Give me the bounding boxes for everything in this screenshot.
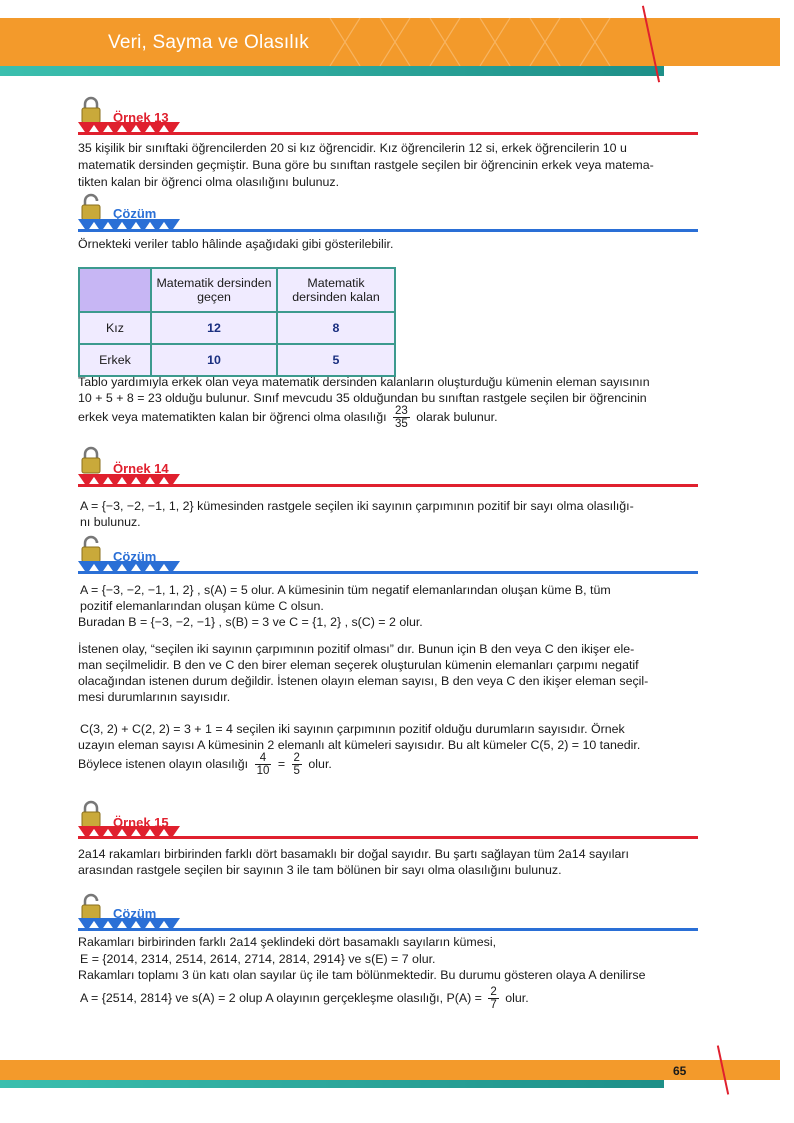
- fraction-denominator: 5: [293, 765, 300, 777]
- example-15-sol-4: [80, 986, 529, 1011]
- text: Böylece istenen olayın olasılığı: [78, 756, 249, 771]
- page-number: 65: [673, 1064, 687, 1078]
- example-13-intro: Örnekteki veriler tablo hâlinde aşağıdaki gibi gösterilebilir.: [78, 237, 394, 251]
- example-14-label: Örnek 14: [113, 461, 169, 476]
- data-table: [78, 267, 396, 377]
- example-15-problem-2: arasından rastgele seçilen bir sayının 3 ile tam bölünen bir sayı olma olasılığını bulunuz.: [78, 863, 562, 877]
- example-14-sol1-3: Buradan B = {−3, −2, −1} , s(B) = 3 ve C = {1, 2} , s(C) = 2 olur.: [78, 615, 423, 629]
- fraction-numerator: 23: [395, 405, 408, 417]
- fraction: [393, 405, 410, 430]
- table-row-label: Kız: [79, 312, 151, 344]
- unlock-icon: [80, 535, 102, 563]
- example-13-after-2: 10 + 5 + 8 = 23 olduğu bulunur. Sınıf mevcudu 35 olduğundan bu sınıftan rastgele seçilen bir öğrencinin: [78, 391, 647, 405]
- example-13-after-1: Tablo yardımıyla erkek olan veya matematik dersinden kalanların oluşturduğu kümenin eleman sayısının: [78, 375, 650, 389]
- table-corner: [79, 268, 151, 312]
- fraction-denominator: 7: [490, 999, 497, 1011]
- table-header-failed: Matematik dersinden kalan: [277, 268, 395, 312]
- fraction-numerator: 4: [255, 752, 272, 765]
- fraction-denominator: 10: [256, 765, 270, 777]
- unlock-icon: [80, 893, 102, 921]
- example-13-problem-1: 35 kişilik bir sınıftaki öğrencilerden 20 si kız öğrencidir. Kız öğrencilerin 12 si, erkek öğrencilerin 10 u: [78, 141, 627, 155]
- fraction-denominator: 35: [395, 418, 408, 430]
- page-header-title: Veri, Sayma ve Olasılık: [108, 32, 310, 53]
- example-15-sol-1: Rakamları birbirinden farklı 2a14 şeklindeki dört basamaklı sayıların kümesi,: [78, 935, 497, 949]
- example-13-bar: [78, 122, 698, 138]
- example-13-problem-2: matematik dersinden geçmiştir. Buna göre bu sınıftan rastgele seçilen bir öğrencinin erkek veya matema-: [78, 158, 654, 172]
- example-13-label: Örnek 13: [113, 110, 169, 125]
- fraction-numerator: 2: [293, 752, 300, 764]
- example-14-problem-2: nı bulunuz.: [80, 515, 141, 529]
- example-15-solution-label: Çözüm: [113, 906, 157, 921]
- example-14-solution-bar: [78, 561, 698, 577]
- example-14-sol2-2: man seçilmelidir. B den ve C den birer eleman seçerek oluşturulan kümenin elemanları çarpımı negatif: [78, 658, 639, 672]
- example-14-sol3-3: [78, 752, 332, 777]
- equals-sign: =: [277, 756, 286, 771]
- fraction: [255, 752, 272, 777]
- example-14-sol2-3: olacağından istenen durum değildir. İstenen olayın eleman sayısı, B den veya C den ikişer eleman seçil-: [78, 674, 649, 688]
- text: erkek veya matematikten kalan bir öğrenci olma olasılığı: [78, 409, 387, 424]
- text: A = {2514, 2814} ve s(A) = 2 olup A olayının gerçekleşme olasılığı, P(A) =: [80, 990, 482, 1005]
- table-row-label: Erkek: [79, 344, 151, 376]
- unlock-icon: [80, 193, 102, 221]
- lock-icon: [80, 800, 102, 828]
- example-15-sol-2: E = {2014, 2314, 2514, 2614, 2714, 2814, 2914} ve s(E) = 7 olur.: [80, 952, 436, 966]
- table-cell: 8: [277, 312, 395, 344]
- example-14-sol2-4: mesi durumlarının sayısıdır.: [78, 690, 231, 704]
- example-14-sol1-1: A = {−3, −2, −1, 1, 2} , s(A) = 5 olur. A kümesinin tüm negatif elemanlarından oluşan küme B, tüm: [80, 583, 611, 597]
- example-13-solution-label: Çözüm: [113, 206, 157, 221]
- example-13-problem-3: tikten kalan bir öğrenci olma olasılığını bulunuz.: [78, 175, 340, 189]
- table-cell: 5: [277, 344, 395, 376]
- example-14-solution-label: Çözüm: [113, 549, 157, 564]
- footer-band: [0, 1060, 780, 1080]
- example-14-bar: [78, 474, 698, 490]
- table-cell: 12: [151, 312, 277, 344]
- text: olarak bulunur.: [416, 409, 498, 424]
- table-header-passed: Matematik dersinden geçen: [151, 268, 277, 312]
- table-cell: 10: [151, 344, 277, 376]
- footer-teal-strip: [0, 1080, 664, 1088]
- header-band: [0, 18, 780, 66]
- lock-icon: [80, 96, 102, 124]
- fraction: [292, 752, 302, 777]
- example-15-sol-3: Rakamları toplamı 3 ün katı olan sayılar üç ile tam bölünmektedir. Bu durumu gösteren olaya A denilirse: [78, 968, 646, 982]
- example-14-sol3-2: uzayın eleman sayısı A kümesinin 2 elemanlı alt kümeleri sayısıdır. Bu alt kümeler C(5, 2) = 10 tanedir.: [78, 738, 641, 752]
- example-14-sol3-1: C(3, 2) + C(2, 2) = 3 + 1 = 4 seçilen iki sayının çarpımının pozitif olduğu durumların sayısıdır. Örnek: [80, 722, 625, 736]
- text: olur.: [308, 756, 332, 771]
- text: olur.: [505, 990, 529, 1005]
- fraction: [488, 986, 498, 1011]
- example-15-problem-1: 2a14 rakamları birbirinden farklı dört basamaklı bir doğal sayıdır. Bu şartı sağlayan tüm 2a14 sayıları: [78, 847, 629, 861]
- header-teal-strip: [0, 66, 664, 76]
- example-14-sol1-2: pozitif elemanlarından oluşan küme C olsun.: [80, 599, 324, 613]
- example-15-bar: [78, 826, 698, 842]
- example-14-problem-1: A = {−3, −2, −1, 1, 2} kümesinden rastgele seçilen iki sayının çarpımının pozitif bir sayı olma olasılığı-: [80, 499, 634, 513]
- example-15-label: Örnek 15: [113, 815, 169, 830]
- example-13-solution-bar: [78, 219, 698, 235]
- lock-icon: [80, 446, 102, 474]
- example-15-solution-bar: [78, 918, 698, 934]
- example-13-after-3: [78, 405, 498, 430]
- example-14-sol2-1: İstenen olay, “seçilen iki sayının çarpımının pozitif olması” dır. Bunun için B den veya C den ikişer ele-: [78, 642, 635, 656]
- fraction-numerator: 2: [490, 986, 497, 998]
